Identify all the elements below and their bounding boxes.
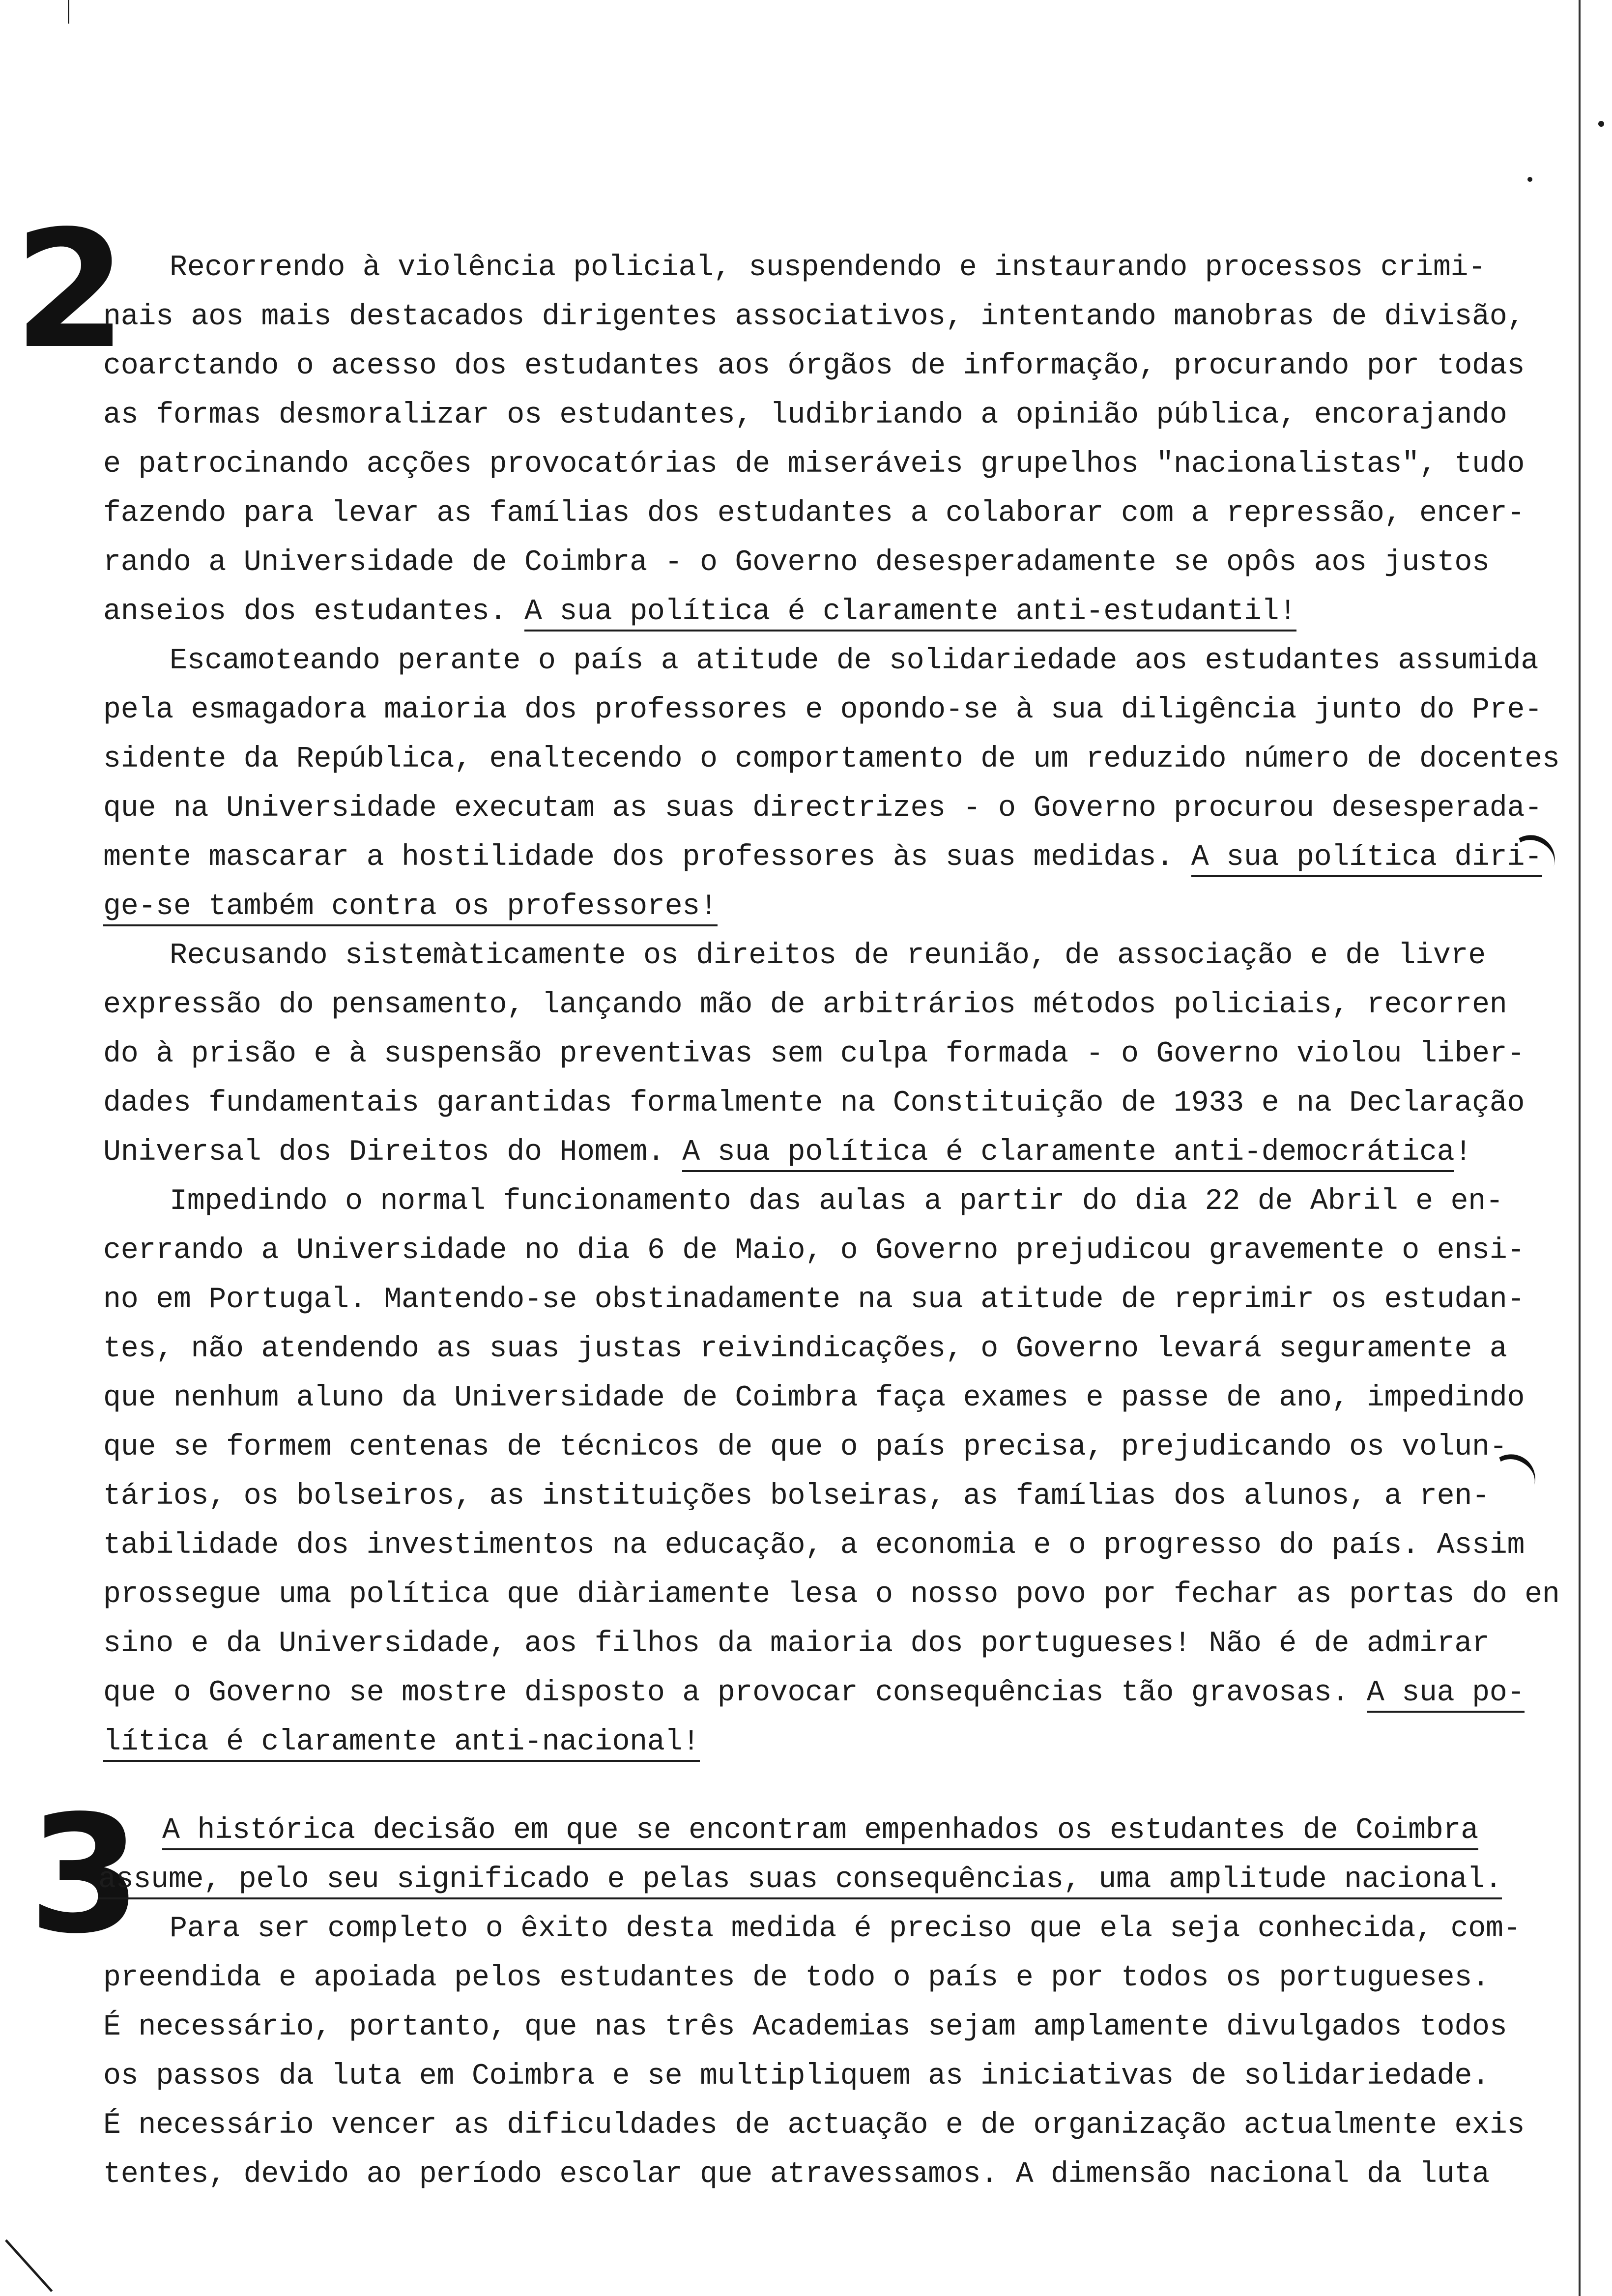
text-line — [103, 1275, 1525, 1324]
text-line — [103, 784, 1542, 833]
scan-dot-2 — [1527, 177, 1532, 182]
text-line — [103, 391, 1507, 440]
page-edge-right — [1579, 0, 1581, 2296]
underlined-emphasis: A sua política é claramente anti-estudantil! — [524, 595, 1296, 631]
text-line — [103, 1619, 1490, 1668]
line-text: fazendo para levar as famílias dos estudantes a colaborar com a repressão, encer- — [103, 497, 1525, 530]
section-number-2: 2 — [14, 196, 127, 384]
underlined-emphasis: ge-se também contra os professores! — [103, 890, 718, 926]
text-line — [103, 1570, 1560, 1619]
line-text: os passos da luta em Coimbra e se multipliquem as iniciativas de solidariedade. — [103, 2060, 1490, 2093]
text-line — [103, 686, 1542, 735]
text-line — [170, 243, 1526, 292]
text-line — [103, 2003, 1507, 2052]
line-text: e patrocinando acções provocatórias de miseráveis grupelhos "nacionalistas", tudo — [103, 448, 1525, 481]
text-line — [103, 440, 1525, 489]
text-line — [103, 1472, 1490, 1521]
line-text: Universal dos Direitos do Homem. — [103, 1136, 683, 1169]
text-line — [103, 587, 1460, 636]
line-text: rando a Universidade de Coimbra - o Governo desesperadamente se opôs aos justos — [103, 546, 1490, 579]
line-text: tários, os bolseiros, as instituições bolseiras, as famílias dos alunos, a ren- — [103, 1480, 1490, 1513]
line-text: Escamoteando perante o país a atitude de solidariedade aos estudantes assumida — [170, 644, 1539, 678]
text-line — [170, 1177, 1526, 1226]
line-text: É necessário, portanto, que nas três Academias sejam amplamente divulgados todos — [103, 2010, 1507, 2044]
line-text: anseios dos estudantes. — [103, 595, 524, 629]
underlined-emphasis: A sua po- — [1367, 1676, 1525, 1713]
scan-mark-bottom-left — [5, 2239, 53, 2292]
line-text: coarctando o acesso dos estudantes aos órgãos de informação, procurando por todas — [103, 349, 1525, 383]
text-line — [170, 1904, 1526, 1953]
line-text: Impedindo o normal funcionamento das aulas a partir do dia 22 de Abril e en- — [170, 1185, 1503, 1218]
line-text: que nenhum aluno da Universidade de Coimbra faça exames e passe de ano, impedindo — [103, 1381, 1525, 1415]
text-line — [103, 538, 1490, 587]
line-text: tentes, devido ao período escolar que atravessamos. A dimensão nacional da luta — [103, 2158, 1490, 2191]
text-line — [103, 1079, 1525, 1128]
line-text: que se formem centenas de técnicos de que o país precisa, prejudicando os volun- — [103, 1431, 1507, 1464]
text-line — [103, 1226, 1525, 1275]
line-text: dades fundamentais garantidas formalmente na Constituição de 1933 e na Declaração — [103, 1087, 1525, 1120]
underlined-emphasis: A sua política diri- — [1191, 841, 1542, 877]
text-line — [103, 2150, 1490, 2199]
text-line — [103, 1324, 1507, 1374]
line-text: que na Universidade executam as suas directrizes - o Governo procurou desesperada- — [103, 792, 1542, 825]
underlined-emphasis: A histórica decisão em que se encontram empenhados os estudantes de Coimbra — [162, 1814, 1478, 1850]
line-text: tabilidade dos investimentos na educação, a economia e o progresso do país. Assim — [103, 1529, 1525, 1562]
text-line — [103, 1128, 1472, 1177]
line-text: Para ser completo o êxito desta medida é preciso que ela seja conhecida, com- — [170, 1912, 1521, 1946]
text-line — [103, 292, 1525, 342]
text-line — [103, 833, 1542, 882]
text-line — [103, 1423, 1507, 1472]
line-text: preendida e apoiada pelos estudantes de todo o país e por todos os portugueses. — [103, 1961, 1490, 1995]
text-line — [103, 489, 1525, 538]
line-text: Recusando sistemàticamente os direitos de reunião, de associação e de livre — [170, 939, 1486, 973]
line-text: do à prisão e à suspensão preventivas sem culpa formada - o Governo violou liber- — [103, 1037, 1525, 1071]
line-text: cerrando a Universidade no dia 6 de Maio, o Governo prejudicou gravemente o ensi- — [103, 1234, 1525, 1267]
line-text: nais aos mais destacados dirigentes associativos, intentando manobras de divisão, — [103, 300, 1525, 334]
line-text: pela esmagadora maioria dos professores e opondo-se à sua diligência junto do Pre- — [103, 693, 1542, 727]
line-text: no em Portugal. Mantendo-se obstinadamente na sua atitude de reprimir os estudan- — [103, 1283, 1525, 1317]
line-text: tes, não atendendo as suas justas reivindicações, o Governo levará seguramente a — [103, 1332, 1507, 1366]
line-text: sino e da Universidade, aos filhos da maioria dos portugueses! Não é de admirar — [103, 1627, 1490, 1661]
text-line — [103, 2101, 1525, 2150]
text-line — [103, 1668, 1525, 1718]
text-line — [103, 1718, 1460, 1767]
underlined-emphasis: assume, pelo seu significado e pelas suas consequências, uma amplitude nacional. — [98, 1863, 1502, 1899]
section-number-3: 3 — [29, 1780, 142, 1969]
line-text: expressão do pensamento, lançando mão de arbitrários métodos policiais, recorren — [103, 988, 1507, 1022]
scan-mark-top-left — [68, 0, 69, 24]
text-line — [103, 1953, 1490, 2003]
underlined-emphasis: lítica é claramente anti-nacional! — [103, 1725, 700, 1762]
scan-dot-1 — [1598, 121, 1604, 127]
text-line — [103, 735, 1560, 784]
line-text-end: ! — [1454, 1136, 1472, 1169]
text-line — [170, 931, 1526, 980]
line-text: sidente da República, enaltecendo o comportamento de um reduzido número de docentes — [103, 743, 1560, 776]
text-line — [103, 980, 1507, 1030]
line-text: as formas desmoralizar os estudantes, ludibriando a opinião pública, encorajando — [103, 399, 1507, 432]
line-text: É necessário vencer as dificuldades de actuação e de organização actualmente exis — [103, 2109, 1525, 2142]
text-line — [103, 2052, 1490, 2101]
text-line — [103, 1374, 1525, 1423]
underlined-emphasis: A sua política é claramente anti-democrática — [682, 1136, 1454, 1172]
text-line — [170, 636, 1539, 686]
text-line — [103, 342, 1525, 391]
line-text: Recorrendo à violência policial, suspendendo e instaurando processos crimi- — [170, 251, 1486, 285]
line-text: mente mascarar a hostilidade dos professores às suas medidas. — [103, 841, 1191, 874]
text-line — [162, 1806, 1519, 1855]
text-line — [103, 882, 1460, 931]
text-line — [103, 1521, 1525, 1570]
line-text: que o Governo se mostre disposto a provocar consequências tão gravosas. — [103, 1676, 1367, 1710]
line-text: prossegue uma política que diàriamente lesa o nosso povo por fechar as portas do en — [103, 1578, 1560, 1611]
text-line — [103, 1030, 1525, 1079]
text-line — [98, 1855, 1502, 1904]
